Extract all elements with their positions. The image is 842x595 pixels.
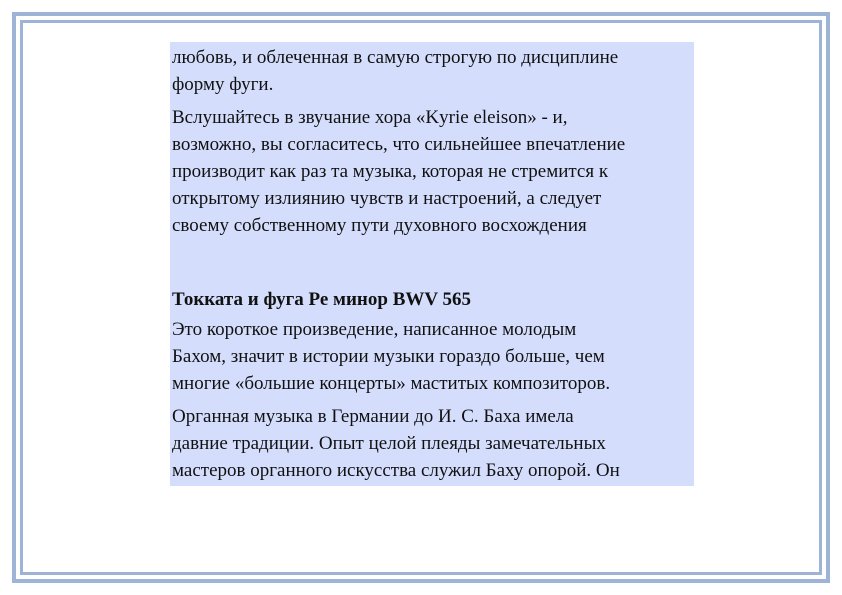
paragraph-3	[172, 316, 692, 397]
text-line: давние традиции. Опыт целой плеяды замечательных	[172, 433, 606, 454]
section-heading: Токката и фуга Ре минор BWV 565	[172, 289, 471, 310]
text-line: производит как раз та музыка, которая не стремится к	[172, 161, 609, 182]
text-line: Бахом, значит в истории музыки гораздо больше, чем	[172, 346, 605, 367]
text-line: многие «большие концерты» маститых композиторов.	[172, 373, 611, 394]
text-line: Это короткое произведение, написанное молодым	[172, 319, 577, 340]
blank-gap	[172, 245, 692, 286]
paragraph-1	[172, 44, 692, 98]
text-line: любовь, и облеченная в самую строгую по дисциплине	[172, 47, 619, 68]
text-line: возможно, вы согласитесь, что сильнейшее впечатление	[172, 134, 626, 155]
paragraph-2	[172, 104, 692, 239]
text-line: Органная музыка в Германии до И. С. Баха имела	[172, 406, 574, 427]
paragraph-4	[172, 403, 692, 484]
text-line: Вслушайтесь в звучание хора «Kyrie eleison» - и,	[172, 107, 568, 128]
text-block	[170, 42, 694, 486]
text-line: мастеров органного искусства служил Баху опорой. Он	[172, 460, 620, 481]
text-line: своему собственному пути духовного восхождения	[172, 215, 587, 236]
text-line: открытому излиянию чувств и настроений, а следует	[172, 188, 602, 209]
text-line: форму фуги.	[172, 74, 274, 95]
